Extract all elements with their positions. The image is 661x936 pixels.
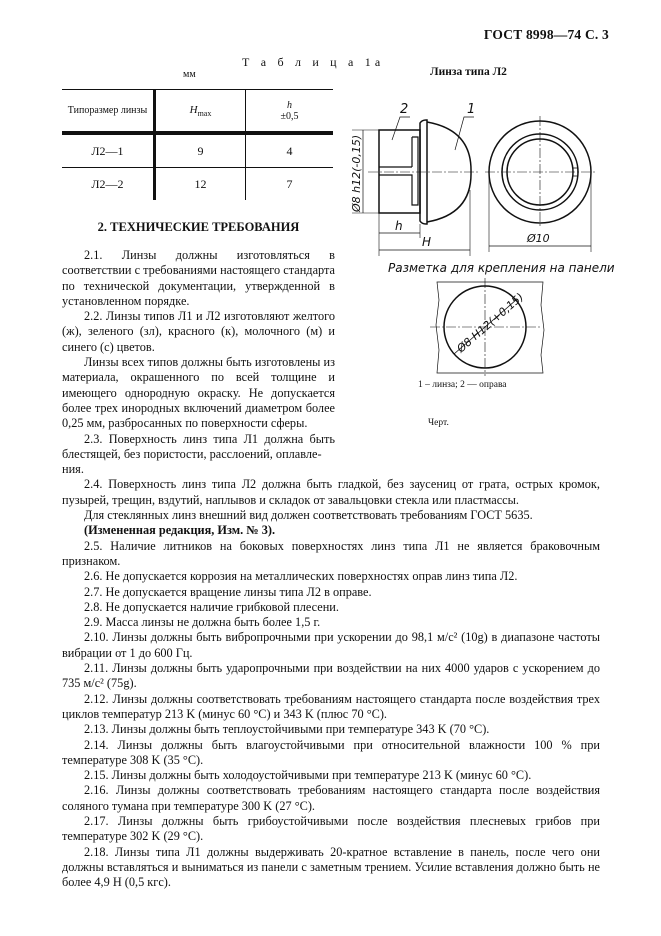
paragraph: 2.5. Наличие литников на боковых поверхностях линз типа Л1 не является браковочным признаком. [62,538,600,568]
table-header-row [62,90,333,134]
page-header: ГОСТ 8998—74 С. 3 [483,27,609,42]
paragraph: 2.2. Линзы типов Л1 и Л2 изготовляют желтого (ж), зеленого (зл), красного (к), молочного (м) и синего (с) цветов. [62,309,335,354]
dim-h: h [395,219,403,233]
dim-diameter-side: Ø8 h12(-0,15) [350,134,363,212]
left-column-text [62,248,335,462]
paragraph: 2.9. Масса линзы не должна быть более 1,5 г. [84,615,321,630]
cell: Л2—1 [62,133,155,168]
lens-size-table [62,89,333,200]
table-row [62,168,333,201]
paragraph: 2.1. Линзы должны изготовляться в соответствии с требованиями настоящего стандарта по технической документации, утвержденной в установленном порядке. [62,248,335,308]
paragraph: 2.6. Не допускается коррозия на металлических поверхностях оправ линз типа Л2. [84,569,518,584]
label-2: 2 [400,102,409,117]
cell: 12 [155,168,246,201]
amendment-note: (Измененная редакция, Изм. № 3). [84,523,276,538]
paragraph: 2.7. Не допускается вращение линзы типа Л2 в оправе. [84,584,372,599]
cell: Л2—2 [62,168,155,201]
table-row [62,133,333,168]
paragraph: 2.16. Линзы должны соответствовать требованиям настоящего стандарта после воздействия соляного тумана при температуре 300 K (27 °C). [62,783,600,813]
paragraph: 2.4. Поверхность линз типа Л2 должна быть гладкой, без заусениц от грата, острых кромок, пузырей, трещин, вздутий, наплывов и складок от завальцовки стекла или пластмассы. [62,477,600,507]
figure-title: Линза типа Л2 [430,66,507,78]
paragraph: 2.8. Не допускается наличие грибковой плесени. [84,599,339,614]
full-width-text [62,462,600,890]
side-view [352,117,478,256]
paragraph: Для стеклянных линз внешний вид должен соответствовать требованиям ГОСТ 5635. [84,508,533,523]
cell: 4 [246,133,334,168]
paragraph: 2.18. Линзы типа Л1 должны выдерживать 20-кратное вставление в панель, после чего они должны вставляться и выниматься из панели с заметным трением. Усилие вставления должно быть не более 4,9 Н (0,5 кгс). [62,844,600,890]
table-caption: Т а б л и ц а 1а [242,55,385,69]
header-size: Типоразмер линзы [62,90,155,134]
section-title: 2. ТЕХНИЧЕСКИЕ ТРЕБОВАНИЯ [97,220,300,234]
paragraph: 2.10. Линзы должны быть вибропрочными при ускорении до 98,1 м/с² (10g) в диапазоне частоты вибрации от 1 до 600 Гц. [62,630,600,660]
header-h [246,90,334,134]
figure-label: Черт. [428,418,449,428]
h-tolerance: ±0,5 [280,110,299,122]
figure-legend: 1 – линза; 2 — оправа [418,380,507,390]
header-hmax [155,90,246,134]
dim-H: H [422,235,432,249]
dim-hole-diameter: Ø8 H12(+0,15) [454,290,527,356]
paragraph: 2.13. Линзы должны быть теплоустойчивыми при температуре 343 K (70 °C). [84,722,490,737]
paragraph: 2.12. Линзы должны соответствовать требованиям настоящего стандарта после воздействия трех циклов температур 213 K (минус 60 °C) и 343 K (плюс 70 °C). [62,691,600,721]
paragraph: 2.11. Линзы должны быть ударопрочными при воздействии на них 4000 ударов с ускорением до 735 м/с² (75g). [62,661,600,691]
mount-caption: Разметка для крепления на панели [388,261,615,275]
paragraph: 2.17. Линзы должны быть грибоустойчивыми после воздействия плесневых грибов при температуре 302 K (29 °C). [62,813,600,844]
lens-drawing [340,20,661,420]
paragraph: ния. [62,462,84,477]
paragraph: 2.3. Поверхность линз типа Л1 должна быть блестящей, без пористости, расслоений, оплавле- [62,431,335,461]
hmax-subscript: max [197,108,212,118]
hmax-symbol: H [189,103,198,116]
cell: 7 [286,176,293,191]
dim-outer-diameter: Ø10 [527,232,550,245]
cell: 9 [155,133,246,168]
paragraph: Линзы всех типов должны быть изготовлены из материала, окрашенного по всей толщине и имеющего однородную окраску. Не допускается более трех инородных включений диаметром более 0,25 мм, разбросанных по поверхности сферы. [62,355,335,431]
paragraph: 2.15. Линзы должны быть холодоустойчивыми при температуре 213 K (минус 60 °C). [84,768,532,783]
h-symbol: h [287,99,292,111]
paragraph: 2.14. Линзы должны быть влагоустойчивыми при относительной влажности 100 % при температуре 308 K (35 °C). [62,737,600,767]
table-unit: мм [183,69,196,80]
label-1: 1 [467,102,476,117]
